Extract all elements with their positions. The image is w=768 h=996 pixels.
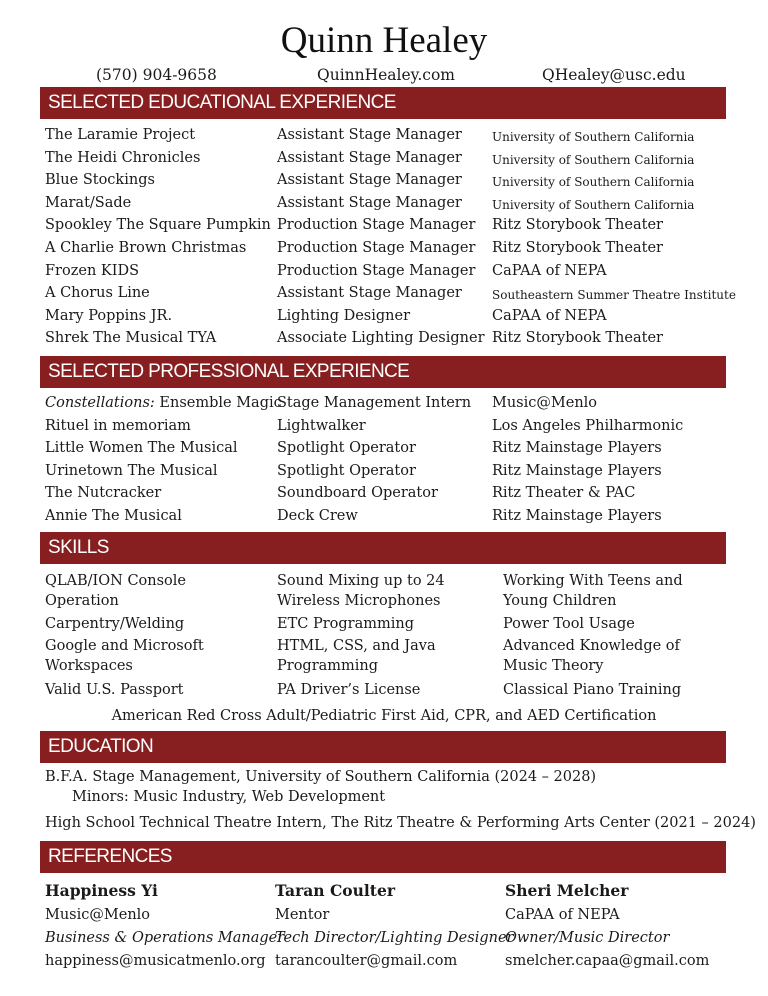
references-section-header: REFERENCES [40,841,726,873]
professional-role: Spotlight Operator [277,440,416,457]
reference-role: Tech Director/Lighting Designer [275,930,514,946]
education-section-header: EDUCATION [40,731,726,763]
edu-show: A Charlie Brown Christmas [45,240,247,256]
skill-item: PA Driver’s License [277,682,421,698]
skill-item: Valid U.S. Passport [45,682,184,698]
edu-org: CaPAA of NEPA [492,262,607,279]
reference-org: Mentor [275,907,330,923]
reference-org: Music@Menlo [45,907,151,923]
skill-item: Workspaces [45,658,133,674]
skill-item: Operation [45,593,119,609]
edu-show: Blue Stockings [45,172,155,189]
edu-role: Production Stage Manager [277,262,476,279]
professional-role: Stage Management Intern [277,395,472,411]
skill-item: Google and Microsoft [45,638,204,654]
edu-role: Assistant Stage Manager [277,127,462,143]
professional-show [45,393,282,413]
skill-item: Advanced Knowledge of [503,638,680,654]
email-link[interactable]: QHealey@usc.edu [542,66,686,84]
edu-org: Ritz Storybook Theater [492,330,663,347]
skill-item: Young Children [503,593,617,609]
professional-role: Lightwalker [277,417,366,434]
professional-section-header: SELECTED PROFESSIONAL EXPERIENCE [40,356,726,388]
edu-org: University of Southern California [492,197,695,212]
reference-name: Happiness Yi [45,881,158,900]
edu-show: Frozen KIDS [45,262,140,279]
phone-number: (570) 904-9658 [96,66,217,84]
show-title-italic: Constellations: [45,395,155,411]
show-subtitle: Ensemble Magic [154,395,282,411]
edu-role: Assistant Stage Manager [277,285,462,302]
skill-item: Sound Mixing up to 24 [277,573,445,589]
edu-org: University of Southern California [492,130,695,144]
reference-name: Sheri Melcher [505,881,629,900]
educational-section-header: SELECTED EDUCATIONAL EXPERIENCE [40,87,726,119]
skill-item: HTML, CSS, and Java [277,638,436,654]
skill-item: Wireless Microphones [277,593,441,609]
skills-section-header: SKILLS [40,532,726,564]
professional-org: Music@Menlo [492,395,598,411]
reference-email[interactable]: tarancoulter@gmail.com [275,953,458,969]
edu-role: Associate Lighting Designer [277,330,485,347]
edu-org: Ritz Storybook Theater [492,240,663,256]
professional-org: Los Angeles Philharmonic [492,417,684,434]
professional-org: Ritz Mainstage Players [492,462,662,479]
edu-role: Production Stage Manager [277,217,476,234]
professional-show: Annie The Musical [45,507,182,524]
edu-org: Southeastern Summer Theatre Institute [492,288,736,303]
minors-text: Minors: Music Industry, Web Development [72,789,386,805]
professional-show: Rituel in memoriam [45,417,191,434]
name-heading: Quinn Healey [280,20,488,61]
professional-show: Urinetown The Musical [45,462,218,479]
certification-text: American Red Cross Adult/Pediatric First Aid, CPR, and AED Certification [111,708,657,724]
edu-org: University of Southern California [492,152,695,167]
professional-org: Ritz Mainstage Players [492,507,662,524]
edu-show: Shrek The Musical TYA [45,330,217,347]
edu-role: Production Stage Manager [277,240,476,256]
reference-role: Business & Operations Manager [45,930,285,946]
skill-item: Music Theory [503,658,604,674]
reference-email[interactable]: smelcher.capaa@gmail.com [505,953,710,969]
edu-show: Spookley The Square Pumpkin [45,217,271,234]
professional-role: Deck Crew [277,507,358,524]
edu-show: The Laramie Project [45,127,196,143]
edu-show: Marat/Sade [45,194,132,211]
edu-show: A Chorus Line [45,285,150,302]
skill-item: Power Tool Usage [503,616,635,632]
edu-role: Assistant Stage Manager [277,172,462,189]
professional-show: Little Women The Musical [45,440,238,457]
edu-org: Ritz Storybook Theater [492,217,663,234]
professional-role: Spotlight Operator [277,462,416,479]
edu-role: Assistant Stage Manager [277,149,462,166]
reference-name: Taran Coulter [275,881,395,900]
edu-role: Lighting Designer [277,307,410,324]
reference-org: CaPAA of NEPA [505,907,620,923]
skill-item: Classical Piano Training [503,682,682,698]
skill-item: QLAB/ION Console [45,573,186,589]
edu-org: CaPAA of NEPA [492,307,607,324]
skill-item: Carpentry/Welding [45,616,185,632]
edu-role: Assistant Stage Manager [277,194,462,211]
professional-org: Ritz Theater & PAC [492,485,636,502]
skill-item: ETC Programming [277,616,414,632]
website-link[interactable]: QuinnHealey.com [317,66,456,84]
intern-text: High School Technical Theatre Intern, The Ritz Theatre & Performing Arts Center (2021 – 2024) [45,815,756,831]
professional-role: Soundboard Operator [277,485,438,502]
reference-email[interactable]: happiness@musicatmenlo.org [45,953,266,969]
professional-org: Ritz Mainstage Players [492,440,662,457]
edu-show: The Heidi Chronicles [45,149,201,166]
edu-org: University of Southern California [492,175,695,190]
skill-item: Working With Teens and [503,573,683,589]
edu-show: Mary Poppins JR. [45,307,173,324]
professional-show: The Nutcracker [45,485,162,502]
reference-role: Owner/Music Director [505,930,670,946]
degree-text: B.F.A. Stage Management, University of Southern California (2024 – 2028) [45,769,597,785]
skill-item: Programming [277,658,379,674]
